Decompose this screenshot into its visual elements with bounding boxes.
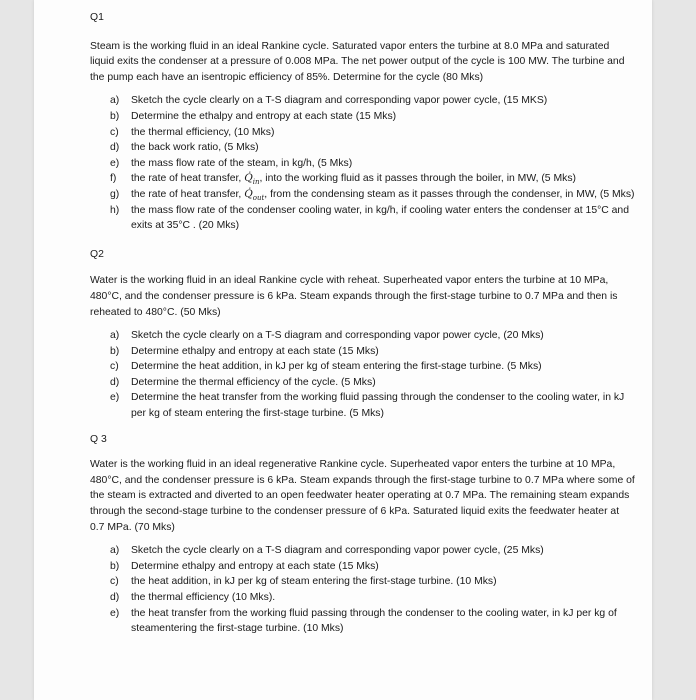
part-text-pre: the rate of heat transfer,: [131, 188, 245, 200]
part-text: Determine the heat addition, in kJ per kg of steam entering the first-stage turbine. (5 Mks): [131, 361, 542, 373]
part-text-pre: the rate of heat transfer,: [131, 173, 245, 185]
part-marker: e): [110, 157, 120, 169]
part-marker: c): [110, 361, 119, 373]
document-page: [34, 0, 652, 700]
part-marker: h): [110, 204, 120, 216]
part-text: Determine the ethalpy and entropy at each state (15 Mks): [131, 110, 397, 122]
question-3-part-e: [110, 606, 636, 637]
part-text: Determine ethalpy and entropy at each state (15 Mks): [131, 345, 379, 357]
question-1-part-b: [110, 109, 636, 125]
part-marker: b): [110, 345, 120, 357]
question-1-part-e: [110, 156, 636, 172]
question-1-part-g: [110, 187, 636, 203]
question-3-part-d: [110, 590, 636, 606]
question-2-intro: Water is the working fluid in an ideal Rankine cycle with reheat. Superheated vapor enters the turbine at 10 MPa, 480°C, and the condenser pressure is 6 kPa. Steam expands through the first-stage turbine to 0.7 MPa and then is reheated to 480°C. (50 Mks): [90, 275, 618, 318]
question-1-parts: [90, 93, 636, 233]
part-marker: a): [110, 330, 120, 342]
part-text-post: , from the condensing steam as it passes through the condenser, in MW, (5 Mks): [264, 188, 635, 200]
question-2-part-a: [110, 328, 636, 344]
part-text: the heat addition, in kJ per kg of steam entering the first-stage turbine. (10 Mks): [131, 576, 497, 588]
question-3-part-b: [110, 559, 636, 575]
part-text: the back work ratio, (5 Mks): [131, 142, 259, 154]
question-1-part-d: [110, 140, 636, 156]
part-text: Determine ethalpy and entropy at each state (15 Mks): [131, 560, 379, 572]
part-marker: f): [110, 173, 117, 185]
part-marker: d): [110, 376, 120, 388]
part-marker: c): [110, 576, 119, 588]
question-2-parts: [90, 328, 636, 422]
part-marker: d): [110, 142, 120, 154]
part-marker: c): [110, 126, 119, 138]
part-text: the heat transfer from the working fluid passing through the condenser to the cooling water, in kJ per kg of steamentering the first-stage turbine. (10 Mks): [131, 607, 617, 635]
part-text: the thermal efficiency (10 Mks).: [131, 592, 276, 603]
part-marker: g): [110, 188, 120, 200]
heat-rate-out-symbol: $Q̇_{out}$: [244, 187, 265, 203]
part-marker: e): [110, 607, 120, 619]
question-2-part-b: [110, 344, 636, 360]
part-marker: b): [110, 560, 120, 572]
question-1-part-f: [110, 171, 636, 187]
part-text: Sketch the cycle clearly on a T-S diagram and corresponding vapor power cycle, (15 MKS): [131, 95, 548, 107]
document-content: [90, 10, 636, 637]
part-text: Determine the heat transfer from the working fluid passing through the condenser to the cooling water, in kJ per kg of steam entering the first-stage turbine. (5 Mks): [131, 392, 625, 420]
question-3-parts: [90, 543, 636, 637]
part-marker: b): [110, 110, 120, 122]
question-3-part-a: [110, 543, 636, 559]
part-marker: a): [110, 545, 120, 557]
part-text: Sketch the cycle clearly on a T-S diagram and corresponding vapor power cycle, (25 Mks): [131, 545, 544, 557]
question-2-part-e: [110, 390, 636, 421]
question-2-part-c: [110, 359, 636, 375]
question-3-intro: Water is the working fluid in an ideal regenerative Rankine cycle. Superheated vapor enters the turbine at 10 MPa, 480°C, and the condenser pressure is 6 kPa. Steam expands through the first-stage turbine to 0.7 MPa where some of the steam is extracted and diverted to an open feedwater heater operating at 0.7 MPa. The remaining steam expands through the second-stage turbine to the condenser pressure of 6 kPa. Saturated liquid exits the feedwater heater at 0.7 MPa. (70 Mks): [90, 459, 635, 533]
question-2-heading: Q2: [90, 248, 104, 260]
question-1-part-h: [110, 203, 636, 234]
heat-rate-in-symbol: $Q̇_{in}$: [244, 172, 260, 187]
question-3-part-c: [110, 574, 636, 590]
question-3-heading: Q 3: [90, 433, 107, 445]
part-text: Sketch the cycle clearly on a T-S diagram and corresponding vapor power cycle, (20 Mks): [131, 330, 544, 342]
part-marker: a): [110, 95, 120, 107]
part-text: the mass flow rate of the steam, in kg/h, (5 Mks): [131, 157, 353, 169]
question-1-part-a: [110, 93, 636, 109]
question-1-heading: Q1: [90, 12, 104, 23]
question-1-intro: Steam is the working fluid in an ideal Rankine cycle. Saturated vapor enters the turbine at 8.0 MPa and saturated liquid exits the condenser at a pressure of 0.008 MPa. The net power output of the cycle is 100 MW. The turbine and the pump each have an isentropic efficiency of 85%. Determine for the cycle (80 Mks): [90, 40, 625, 83]
part-text: Determine the thermal efficiency of the cycle. (5 Mks): [131, 376, 376, 388]
part-text: the thermal efficiency, (10 Mks): [131, 126, 275, 138]
part-marker: e): [110, 392, 120, 404]
part-text-post: , into the working fluid as it passes through the boiler, in MW, (5 Mks): [259, 173, 576, 185]
question-1-part-c: [110, 125, 636, 141]
part-marker: d): [110, 592, 120, 603]
part-text: the mass flow rate of the condenser cooling water, in kg/h, if cooling water enters the condenser at 15°C and exits at 35°C . (20 Mks): [131, 204, 629, 232]
question-2-part-d: [110, 375, 636, 391]
